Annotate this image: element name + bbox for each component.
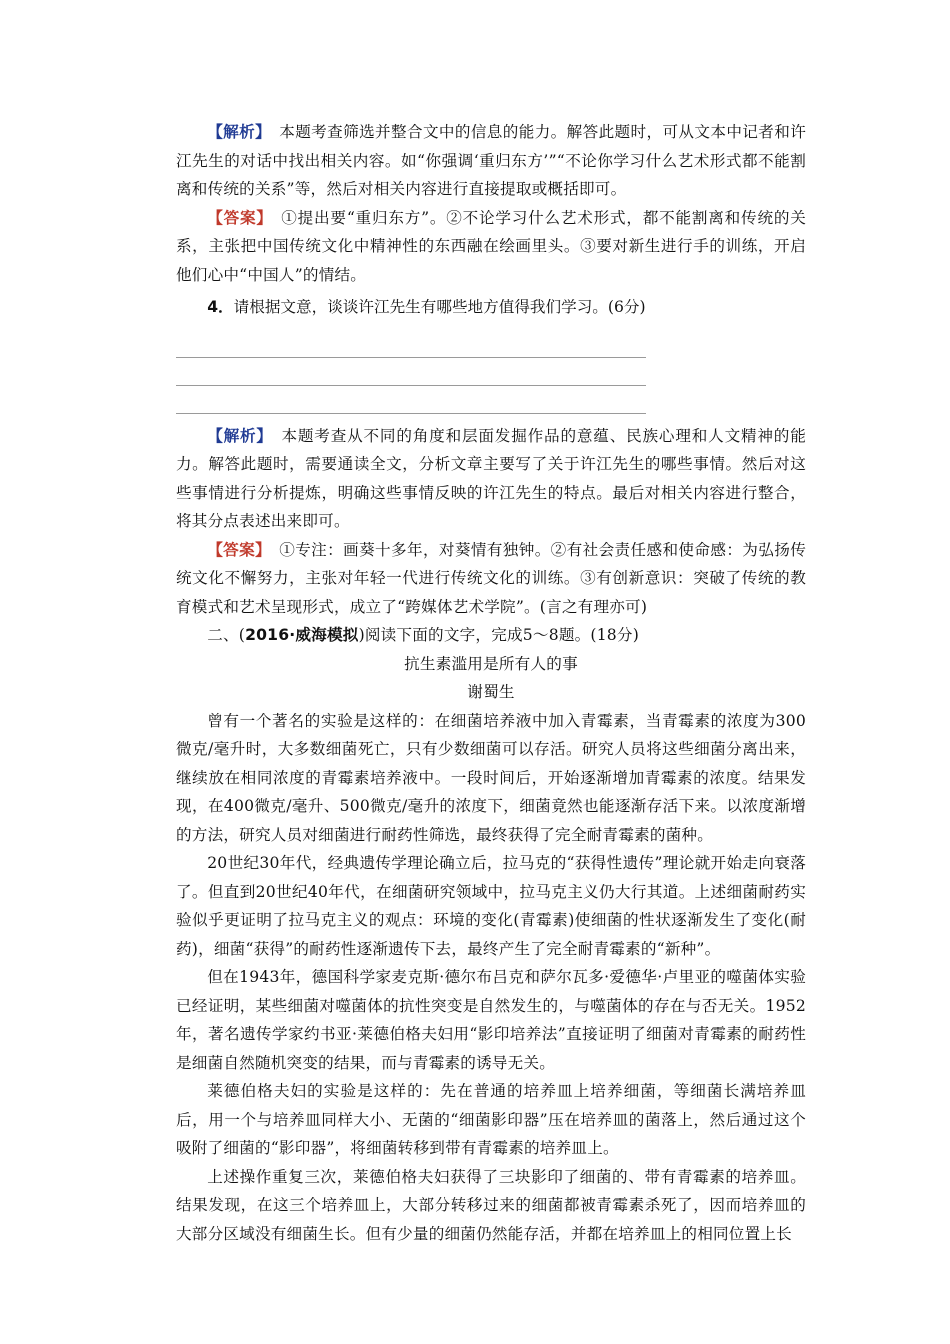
analysis-text: 本题考查筛选并整合文中的信息的能力。解答此题时，可从文本中记者和许江先生的对话中找出相关内容。如“你强调‘重归东方’”“不论你学习什么艺术形式都不能割离和传统的关系”等，然后对相关内容进行直接提取或概括即可。 bbox=[176, 123, 806, 198]
article-title: 抗生素滥用是所有人的事 bbox=[404, 654, 578, 673]
article-author: 谢蜀生 bbox=[467, 683, 515, 701]
q3-analysis bbox=[176, 118, 806, 204]
section-suffix: )阅读下面的文字，完成5～8题。(18分) bbox=[358, 626, 640, 644]
answer-text: ①提出要“重归东方”。②不论学习什么艺术形式，都不能割离和传统的关系，主张把中国传统文化中精神性的东西融在绘画里头。③要对新生进行手的训练，开启他们心中“中国人”的情结。 bbox=[176, 208, 806, 284]
answer-lines bbox=[176, 330, 806, 414]
analysis-tag: 【解析】 bbox=[207, 426, 266, 445]
answer-line[interactable] bbox=[176, 358, 646, 386]
question-4 bbox=[176, 293, 806, 322]
section-source: 2016·威海模拟 bbox=[245, 626, 359, 644]
question-text: 请根据文意，谈谈许江先生有哪些地方值得我们学习。(6分) bbox=[233, 298, 646, 316]
analysis-tag: 【解析】 bbox=[207, 123, 264, 141]
question-number: 4． bbox=[207, 298, 234, 316]
article-paragraph: 莱德伯格夫妇的实验是这样的：先在普通的培养皿上培养细菌，等细菌长满培养皿后，用一个与培养皿同样大小、无菌的“细菌影印器”压在培养皿的菌落上，然后通过这个吸附了细菌的“影印器”，将细菌转移到带有青霉素的培养皿上。 bbox=[176, 1082, 806, 1157]
article-paragraph: 但在1943年，德国科学家麦克斯·德尔布吕克和萨尔瓦多·爱德华·卢里亚的噬菌体实验已经证明，某些细菌对噬菌体的抗性突变是自然发生的，与噬菌体的存在与否无关。1952年，著名遗传学家约书亚·莱德伯格夫妇用“影印培养法”直接证明了细菌对青霉素的耐药性是细菌自然随机突变的结果，而与青霉素的诱导无关。 bbox=[176, 968, 806, 1072]
document-page bbox=[176, 118, 806, 1248]
analysis-text: 本题考查从不同的角度和层面发掘作品的意蕴、民族心理和人文精神的能力。解答此题时，需要通读全文，分析文章主要写了关于许江先生的哪些事情。然后对这些事情进行分析提炼，明确这些事情反映的许江先生的特点。最后对相关内容进行整合，将其分点表述出来即可。 bbox=[176, 426, 807, 530]
q4-analysis bbox=[176, 422, 806, 536]
q3-answer bbox=[176, 204, 806, 290]
answer-line[interactable] bbox=[176, 386, 646, 414]
answer-line[interactable] bbox=[176, 330, 646, 358]
article-paragraph: 上述操作重复三次，莱德伯格夫妇获得了三块影印了细菌的、带有青霉素的培养皿。结果发现，在这三个培养皿上，大部分转移过来的细菌都被青霉素杀死了，因而培养皿的大部分区域没有细菌生长。但有少量的细菌仍然能存活，并都在培养皿上的相同位置上长 bbox=[176, 1167, 806, 1243]
section-prefix: 二、( bbox=[207, 626, 246, 644]
section-heading bbox=[176, 621, 806, 650]
answer-tag: 【答案】 bbox=[207, 208, 265, 227]
q4-answer bbox=[176, 536, 806, 622]
article-paragraph: 20世纪30年代，经典遗传学理论确立后，拉马克的“获得性遗传”理论就开始走向衰落了。但直到20世纪40年代，在细菌研究领域中，拉马克主义仍大行其道。上述细菌耐药实验似乎更证明了拉马克主义的观点：环境的变化(青霉素)使细菌的性状逐渐发生了变化(耐药)，细菌“获得”的耐药性逐渐遗传下去，最终产生了完全耐青霉素的“新种”。 bbox=[176, 854, 806, 958]
answer-text: ①专注：画葵十多年，对葵情有独钟。②有社会责任感和使命感：为弘扬传统文化不懈努力，主张对年轻一代进行传统文化的训练。③有创新意识：突破了传统的教育模式和艺术呈现形式，成立了“跨媒体艺术学院”。(言之有理亦可) bbox=[176, 540, 806, 616]
answer-tag: 【答案】 bbox=[207, 540, 264, 559]
article-paragraph: 曾有一个著名的实验是这样的：在细菌培养液中加入青霉素，当青霉素的浓度为300微克/毫升时，大多数细菌死亡，只有少数细菌可以存活。研究人员将这些细菌分离出来，继续放在相同浓度的青霉素培养液中。一段时间后，开始逐渐增加青霉素的浓度。结果发现，在400微克/毫升、500微克/毫升的浓度下，细菌竟然也能逐渐存活下来。以浓度渐增的方法，研究人员对细菌进行耐药性筛选，最终获得了完全耐青霉素的菌种。 bbox=[176, 711, 806, 844]
